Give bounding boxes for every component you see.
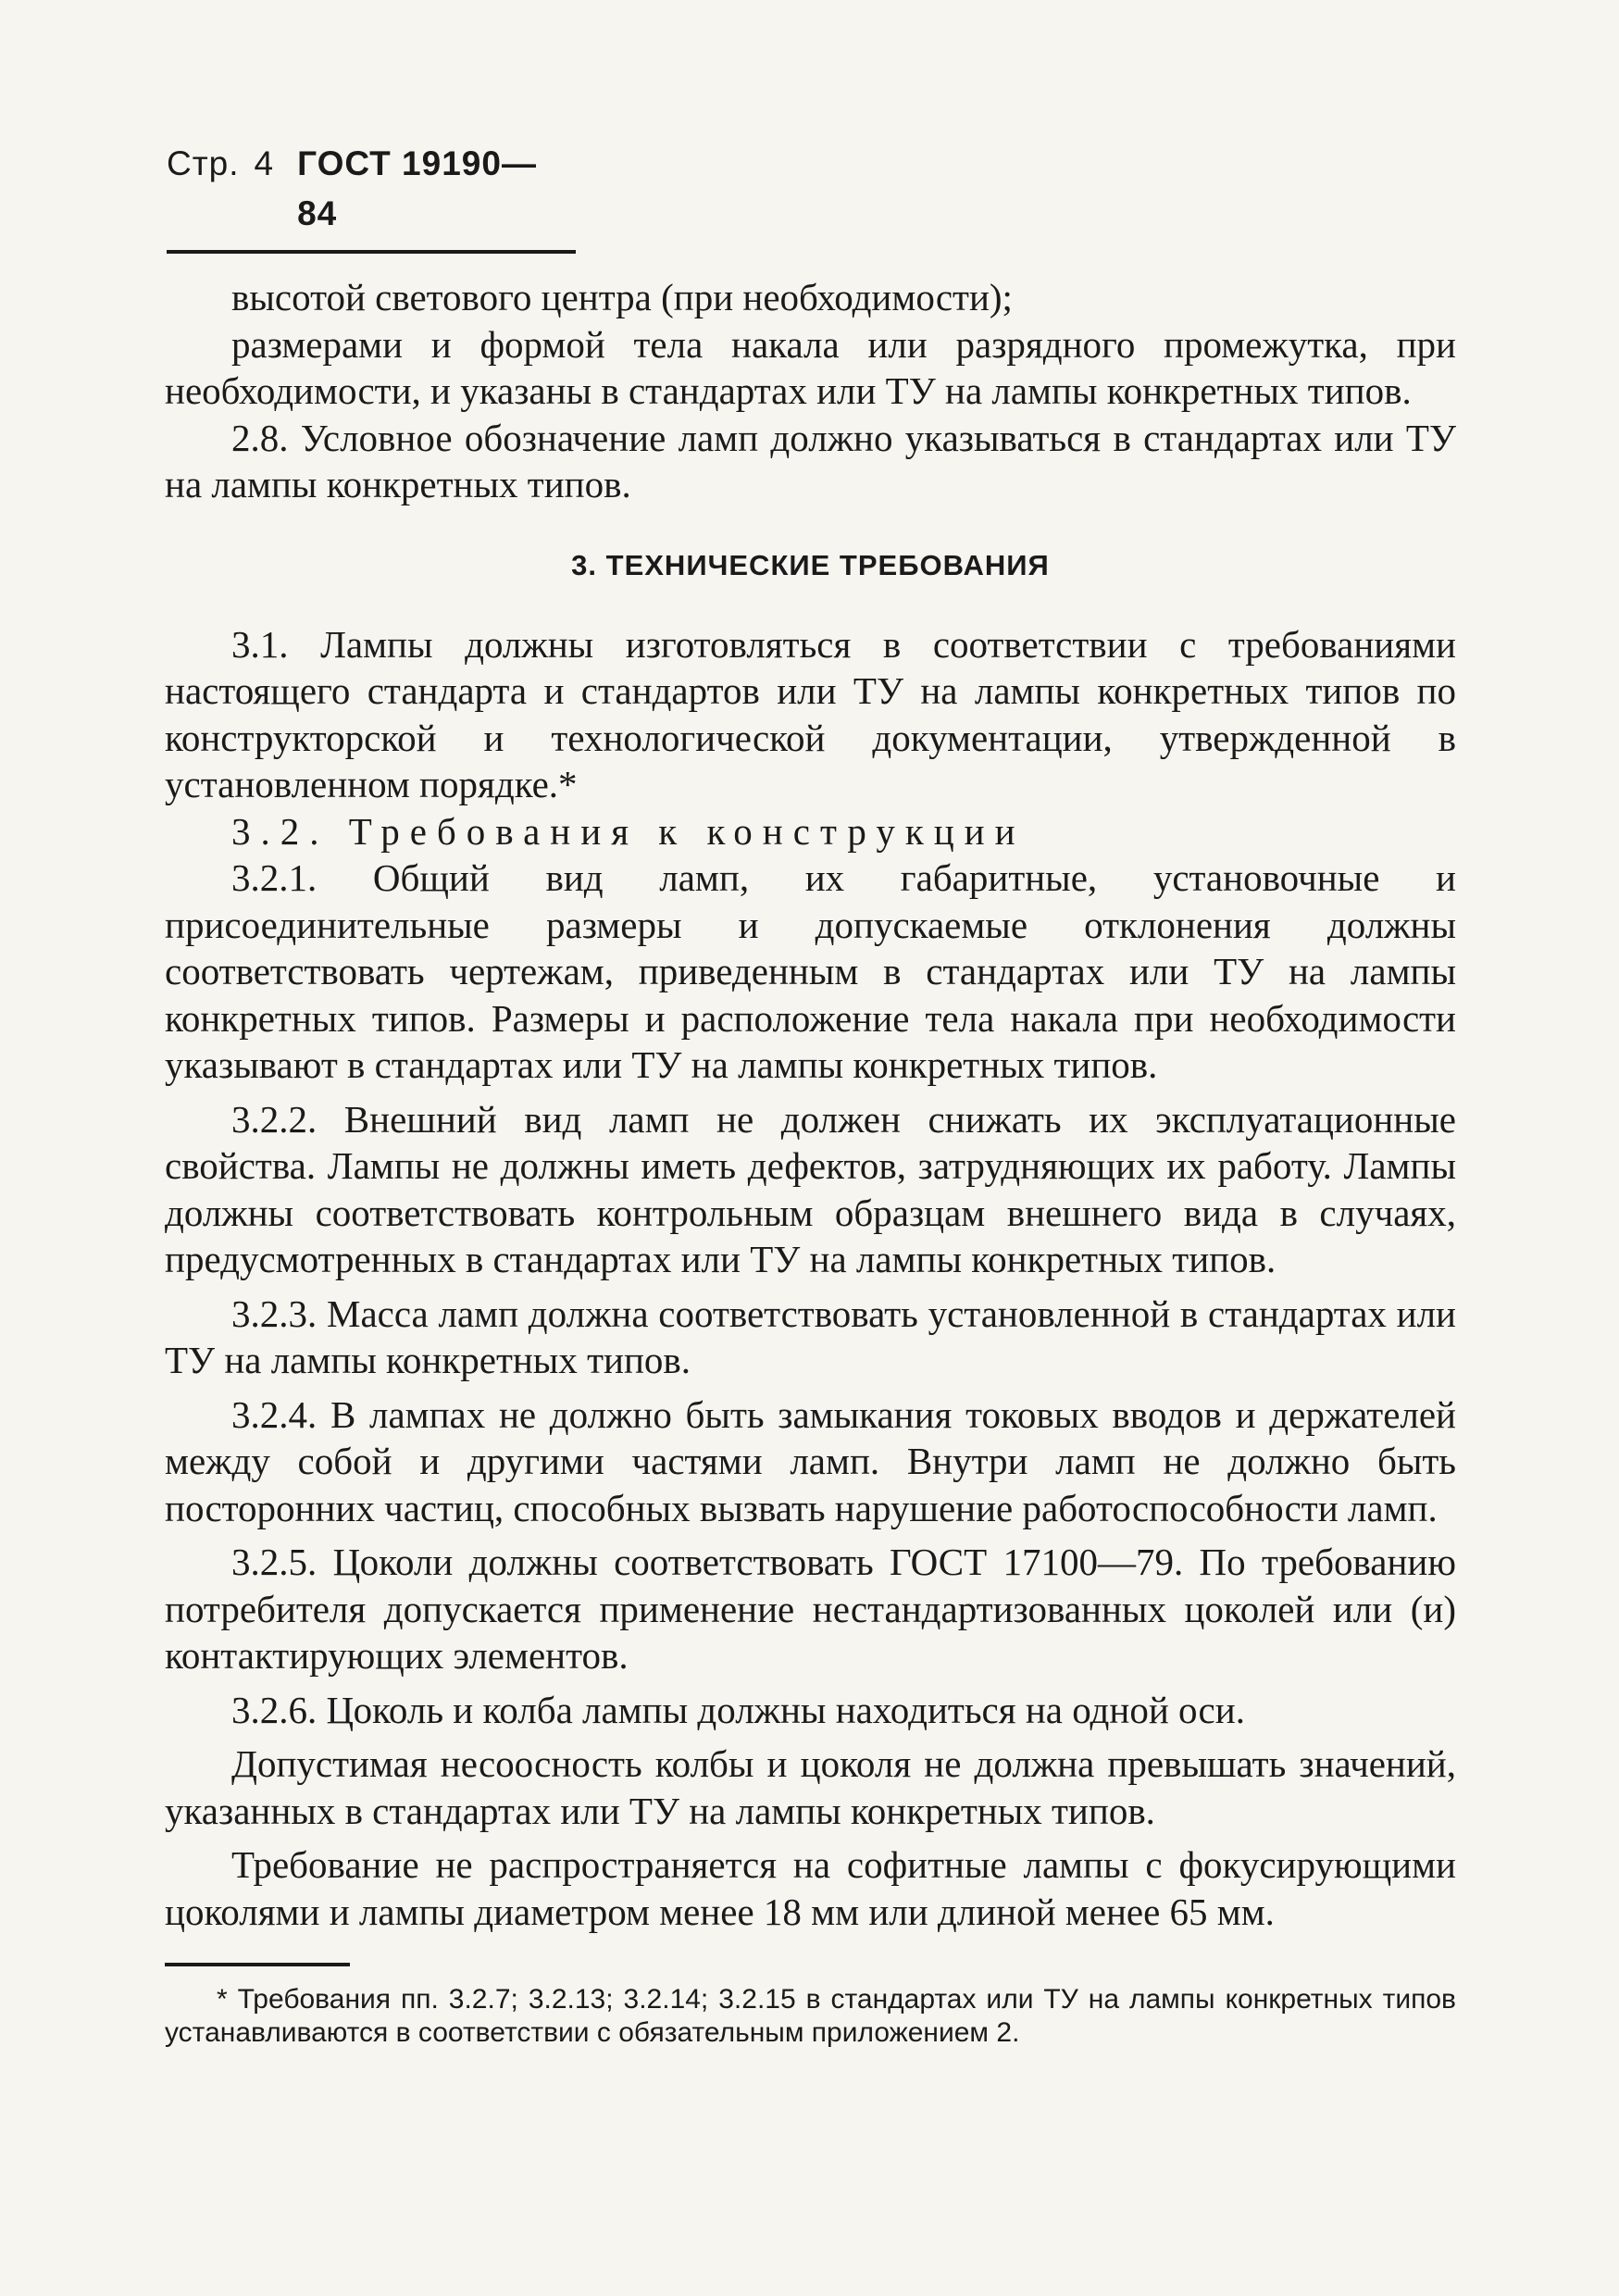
- paragraph: 3.2.5. Цоколи должны соответствовать ГОСТ 17100—79. По требованию потребителя допускается применение нестандартизованных цоколей или (и) контактирующих элементов.: [165, 1541, 1456, 1677]
- paragraph: размерами и формой тела накала или разрядного промежутка, при необходимости, и указаны в стандартах или ТУ на лампы конкретных типов.: [165, 322, 1456, 412]
- paragraph: 3.2.3. Масса ламп должна соответствовать установленной в стандартах или ТУ на лампы конкретных типов.: [165, 1292, 1456, 1381]
- page-number: 4: [254, 144, 274, 182]
- page-label: Стр.: [167, 144, 240, 182]
- paragraph: 3.2.4. В лампах не должно быть замыкания токовых вводов и держателей между собой и другими частями ламп. Внутри ламп не должно быть посторонних частиц, способных вызвать нарушение работоспособности ламп.: [165, 1392, 1456, 1529]
- paragraph: 3.2.1. Общий вид ламп, их габаритные, установочные и присоединительные размеры и допускаемые отклонения должны соответствовать чертежам, приведенным в стандартах или ТУ на лампы конкретных типов. Размеры и расположение тела накала при необходимости указывают в стандартах или ТУ на лампы конкретных типов.: [165, 856, 1456, 1086]
- paragraph: Требование не распространяется на софитные лампы с фокусирующими цоколями и лампы диаметром менее 18 мм или длиной менее 65 мм.: [165, 1843, 1456, 1933]
- document-page: [165, 139, 1456, 2050]
- subsection-title: 3.2. Требования к конструкции: [231, 809, 1026, 853]
- paragraph: 3.2.6. Цоколь и колба лампы должны находиться на одной оси.: [231, 1688, 1245, 1731]
- paragraph: 3.1. Лампы должны изготовляться в соответствии с требованиями настоящего стандарта и стандартов или ТУ на лампы конкретных типов по конструкторской и технологической документации, утвержденной в установленном порядке.*: [165, 622, 1456, 805]
- paragraph: 3.2.2. Внешний вид ламп не должен снижать их эксплуатационные свойства. Лампы не должны иметь дефектов, затрудняющих их работу. Лампы должны соответствовать контрольным образцам внешнего вида в случаях, предусмотренных в стандартах или ТУ на лампы конкретных типов.: [165, 1097, 1456, 1280]
- paragraph: высотой светового центра (при необходимости);: [231, 276, 1013, 318]
- footnote-divider: [165, 1963, 350, 1966]
- standard-designation: ГОСТ 19190—84: [297, 144, 537, 232]
- section-title: 3. ТЕХНИЧЕСКИЕ ТРЕБОВАНИЯ: [571, 548, 1050, 581]
- page-header: [167, 139, 576, 254]
- body-text: [165, 274, 1456, 1935]
- paragraph: 2.8. Условное обозначение ламп должно указываться в стандартах или ТУ на лампы конкретных типов.: [165, 416, 1456, 505]
- paragraph: Допустимая несоосность колбы и цоколя не должна превышать значений, указанных в стандартах или ТУ на лампы конкретных типов.: [165, 1742, 1456, 1832]
- footnote: * Требования пп. 3.2.7; 3.2.13; 3.2.14; 3.2.15 в стандартах или ТУ на лампы конкретных типов устанавливаются в соответствии с обязательным приложением 2.: [165, 1984, 1456, 2048]
